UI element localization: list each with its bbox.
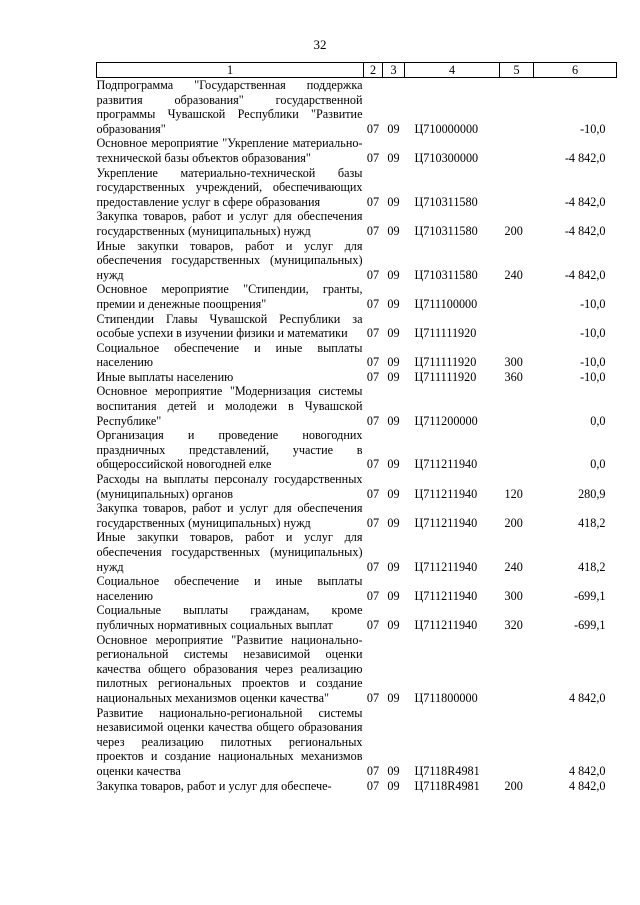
header-col-4: 4 bbox=[405, 63, 500, 78]
table-row bbox=[97, 472, 617, 501]
table-row bbox=[97, 706, 617, 779]
table-row bbox=[97, 282, 617, 311]
row-subsection: 09 bbox=[387, 194, 400, 209]
row-description: Социальное обеспечение и иные выплаты населению bbox=[96, 574, 363, 603]
row-description: Основное мероприятие "Развитие национально-региональной системы независимой оценки качества общего образования через реализацию пилотных региональных проектов и создание национальных механизмов оценки качества" bbox=[96, 632, 363, 705]
row-description: Иные закупки товаров, работ и услуг для обеспечения государственных (муниципальных) нужд bbox=[96, 530, 363, 574]
row-description: Расходы на выплаты персоналу государственных (муниципальных) органов bbox=[96, 472, 363, 501]
row-section: 07 bbox=[366, 121, 380, 136]
row-description: Основное мероприятие "Укрепление материально-технической базы объектов образования" bbox=[96, 136, 363, 165]
row-section: 07 bbox=[366, 369, 380, 384]
row-expense-type bbox=[500, 706, 534, 779]
row-target-code: Ц710000000 bbox=[414, 121, 479, 136]
row-amount: 4 842,0 bbox=[568, 690, 606, 705]
row-subsection: 09 bbox=[387, 223, 400, 238]
row-subsection: 09 bbox=[387, 778, 400, 793]
row-section: 07 bbox=[366, 588, 380, 603]
header-col-2: 2 bbox=[364, 63, 383, 78]
table-row bbox=[97, 166, 617, 210]
row-description: Стипендии Главы Чувашской Республики за особые успехи в изучении физики и математики bbox=[96, 311, 363, 341]
row-expense-type: 320 bbox=[504, 617, 523, 632]
row-target-code: Ц7118R4981 bbox=[414, 763, 480, 778]
row-expense-type bbox=[500, 633, 534, 706]
row-section: 07 bbox=[366, 457, 380, 472]
row-subsection: 09 bbox=[387, 457, 400, 472]
budget-table bbox=[96, 62, 617, 793]
table-row bbox=[97, 370, 617, 385]
row-subsection: 09 bbox=[387, 617, 400, 632]
row-subsection: 09 bbox=[387, 296, 400, 311]
row-subsection: 09 bbox=[387, 150, 400, 165]
row-target-code: Ц710311580 bbox=[414, 223, 478, 238]
row-target-code: Ц711211940 bbox=[414, 486, 478, 501]
row-target-code: Ц710300000 bbox=[414, 150, 479, 165]
table-row bbox=[97, 341, 617, 370]
row-amount: -4 842,0 bbox=[564, 194, 606, 209]
row-target-code: Ц711211940 bbox=[414, 588, 478, 603]
row-expense-type: 200 bbox=[504, 515, 523, 530]
row-description: Основное мероприятие "Стипендии, гранты, премии и денежные поощрения" bbox=[96, 282, 363, 311]
row-section: 07 bbox=[366, 223, 380, 238]
row-section: 07 bbox=[366, 150, 380, 165]
row-amount: -4 842,0 bbox=[564, 223, 606, 238]
table-row bbox=[97, 428, 617, 472]
row-amount: 280,9 bbox=[578, 486, 606, 501]
row-amount: 418,2 bbox=[578, 559, 606, 574]
row-description: Социальное обеспечение и иные выплаты населению bbox=[96, 340, 363, 370]
row-amount: -10,0 bbox=[580, 326, 606, 341]
row-subsection: 09 bbox=[387, 763, 400, 778]
row-description: Иные закупки товаров, работ и услуг для обеспечения государственных (муниципальных) нужд bbox=[96, 238, 363, 282]
row-subsection: 09 bbox=[387, 690, 400, 705]
row-description: Основное мероприятие "Модернизация системы воспитания детей и молодежи в Чувашской Республике" bbox=[96, 384, 363, 428]
row-amount: -699,1 bbox=[574, 617, 606, 632]
row-expense-type bbox=[500, 166, 534, 210]
row-expense-type: 300 bbox=[504, 355, 523, 370]
row-amount: -4 842,0 bbox=[564, 150, 606, 165]
row-amount: -10,0 bbox=[580, 355, 606, 370]
table-row bbox=[97, 384, 617, 428]
row-target-code: Ц711211940 bbox=[414, 515, 478, 530]
row-expense-type bbox=[500, 384, 534, 428]
table-row bbox=[97, 78, 617, 137]
row-description: Социальные выплаты гражданам, кроме публичных нормативных социальных выплат bbox=[96, 603, 363, 632]
row-amount: -10,0 bbox=[580, 121, 606, 136]
row-expense-type: 240 bbox=[504, 559, 523, 574]
row-subsection: 09 bbox=[387, 559, 400, 574]
row-expense-type bbox=[500, 136, 534, 165]
row-description: Развитие национально-региональной системы независимой оценки качества общего образования через реализацию пилотных региональных проектов и создание национальных механизмов оценки качества bbox=[96, 705, 363, 778]
row-target-code: Ц710311580 bbox=[414, 194, 478, 209]
row-description: Закупка товаров, работ и услуг для обеспече- bbox=[96, 778, 332, 793]
row-amount: 4 842,0 bbox=[568, 778, 606, 793]
row-expense-type: 240 bbox=[504, 267, 523, 282]
row-subsection: 09 bbox=[387, 121, 400, 136]
row-description: Организация и проведение новогодних праздничных представлений, участие в общероссийской новогодней елке bbox=[96, 428, 363, 472]
row-expense-type: 200 bbox=[504, 778, 523, 793]
row-amount: -10,0 bbox=[580, 369, 606, 384]
row-section: 07 bbox=[366, 617, 380, 632]
row-section: 07 bbox=[366, 515, 380, 530]
row-target-code: Ц711100000 bbox=[414, 296, 478, 311]
row-target-code: Ц7118R4981 bbox=[414, 778, 480, 793]
header-col-5: 5 bbox=[500, 63, 534, 78]
row-section: 07 bbox=[366, 355, 380, 370]
row-section: 07 bbox=[366, 486, 380, 501]
table-row bbox=[97, 603, 617, 632]
row-expense-type: 200 bbox=[504, 223, 523, 238]
row-target-code: Ц711211940 bbox=[414, 559, 478, 574]
row-target-code: Ц711211940 bbox=[414, 457, 478, 472]
row-subsection: 09 bbox=[387, 267, 400, 282]
header-col-1: 1 bbox=[97, 63, 364, 78]
row-subsection: 09 bbox=[387, 326, 400, 341]
row-amount: -699,1 bbox=[574, 588, 606, 603]
row-subsection: 09 bbox=[387, 413, 400, 428]
row-description: Иные выплаты населению bbox=[96, 369, 234, 384]
row-section: 07 bbox=[366, 326, 380, 341]
row-target-code: Ц711111920 bbox=[414, 369, 477, 384]
row-amount: 418,2 bbox=[578, 515, 606, 530]
row-subsection: 09 bbox=[387, 588, 400, 603]
table-row bbox=[97, 239, 617, 283]
header-col-6: 6 bbox=[534, 63, 617, 78]
row-section: 07 bbox=[366, 194, 380, 209]
row-section: 07 bbox=[366, 763, 380, 778]
row-description: Подпрограмма "Государственная поддержка развития образования" государственной программы Чувашской Республики "Развитие образования" bbox=[96, 78, 363, 136]
table-row bbox=[97, 530, 617, 574]
row-description: Закупка товаров, работ и услуг для обеспечения государственных (муниципальных) нужд bbox=[96, 501, 363, 530]
row-expense-type bbox=[500, 282, 534, 311]
table-row bbox=[97, 209, 617, 238]
row-section: 07 bbox=[366, 267, 380, 282]
row-subsection: 09 bbox=[387, 486, 400, 501]
table-row bbox=[97, 136, 617, 165]
header-row bbox=[97, 63, 617, 78]
row-amount: 0,0 bbox=[590, 457, 606, 472]
row-subsection: 09 bbox=[387, 355, 400, 370]
row-description: Укрепление материально-технической базы государственных учреждений, обеспечивающих предоставление услуг в сфере образования bbox=[96, 165, 363, 209]
row-target-code: Ц711111920 bbox=[414, 326, 477, 341]
page-number: 32 bbox=[313, 37, 327, 52]
row-description: Закупка товаров, работ и услуг для обеспечения государственных (муниципальных) нужд bbox=[96, 209, 363, 238]
row-expense-type: 300 bbox=[504, 588, 523, 603]
header-col-3: 3 bbox=[383, 63, 405, 78]
row-expense-type: 360 bbox=[504, 369, 523, 384]
row-expense-type bbox=[500, 312, 534, 341]
row-section: 07 bbox=[366, 559, 380, 574]
row-section: 07 bbox=[366, 296, 380, 311]
row-amount: -4 842,0 bbox=[564, 267, 606, 282]
row-subsection: 09 bbox=[387, 369, 400, 384]
table-row bbox=[97, 501, 617, 530]
row-expense-type bbox=[500, 78, 534, 137]
row-amount: -10,0 bbox=[580, 296, 606, 311]
row-target-code: Ц710311580 bbox=[414, 267, 478, 282]
row-target-code: Ц711200000 bbox=[414, 413, 478, 428]
row-target-code: Ц711800000 bbox=[414, 690, 478, 705]
table-row bbox=[97, 574, 617, 603]
row-target-code: Ц711211940 bbox=[414, 617, 478, 632]
row-target-code: Ц711111920 bbox=[414, 355, 477, 370]
row-expense-type: 120 bbox=[504, 486, 523, 501]
row-section: 07 bbox=[366, 413, 380, 428]
row-section: 07 bbox=[366, 778, 380, 793]
row-amount: 0,0 bbox=[590, 413, 606, 428]
table-row bbox=[97, 633, 617, 706]
row-expense-type bbox=[500, 428, 534, 472]
table-row bbox=[97, 312, 617, 341]
table-row bbox=[97, 779, 617, 794]
row-section: 07 bbox=[366, 690, 380, 705]
row-subsection: 09 bbox=[387, 515, 400, 530]
row-amount: 4 842,0 bbox=[568, 763, 606, 778]
